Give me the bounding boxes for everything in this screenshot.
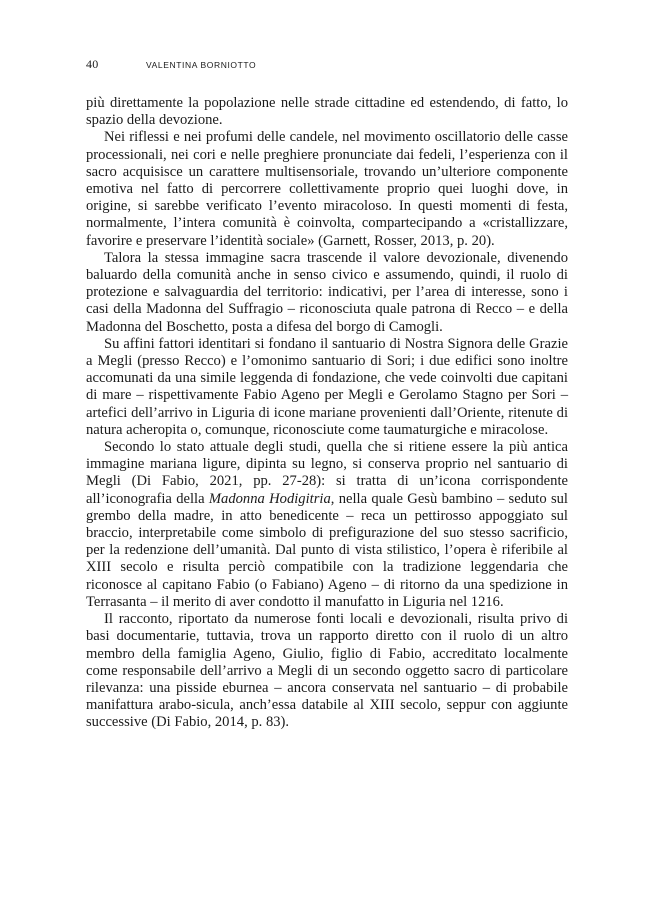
author-name: VALENTINA BORNIOTTO [146,60,257,70]
paragraph-3: Talora la stessa immagine sacra trascende il valore devozionale, divenendo baluardo della comunità anche in senso civico e assumendo, quindi, il ruolo di protezione e salvaguardia del territorio: indicativi, per l’area di interesse, sono i casi della Madonna del Suffragio – riconosciuta quale patrona di Recco – e della Madonna del Boschetto, posta a difesa del borgo di Camogli. [86,249,568,335]
italic-title: Madonna Hodigitria [208,490,331,507]
paragraph-5-text-after: , nella quale Gesù bambino – seduto sul grembo della madre, in atto benedicente – reca un pettirosso appoggiato sul braccio, interpretabile come simbolo di prefigurazione del suo stesso sacrificio, per la redenzione dell’umanità. Dal punto di vista stilistico, l’opera è riferibile al XIII secolo e risulta perciò compatibile con la tradizione leggendaria che riconosce al capitano Fabio (o Fabiano) Ageno – di ritorno da una spedizione in Terrasanta – il merito di aver condotto il manufatto in Liguria nel 1216. [86,490,568,610]
paragraph-4: Su affini fattori identitari si fondano il santuario di Nostra Signora delle Grazie a Megli (presso Recco) e l’omonimo santuario di Sori; i due edifici sono inoltre accomunati da una simile leggenda di fondazione, che vede coinvolti due capitani di mare – rispettivamente Fabio Ageno per Megli e Gerolamo Stagno per Sori – artefici dell’arrivo in Liguria di icone mariane provenienti dall’Oriente, ritenute di natura acheropita o, comunque, riconosciute come taumaturgiche e miracolose. [86,335,568,438]
paragraph-5-text-before: Secondo lo stato attuale degli studi, quella che si ritiene essere la più antica immagine mariana ligure, dipinta su legno, si conserva proprio nel santuario di Megli (Di Fabio, 2021, pp. 27-28): si tratta di un’icona corrispondente all’iconografia della [86,439,568,507]
paragraph-6: Il racconto, riportato da numerose fonti locali e devozionali, risulta privo di basi documentarie, tuttavia, trova un rapporto diretto con il ruolo di un altro membro della famiglia Ageno, Giulio, figlio di Fabio, accreditato localmente come responsabile dell’arrivo a Megli di un secondo oggetto sacro di particolare rilevanza: una pisside eburnea – ancora conservata nel santuario – di probabile manifattura arabo-sicula, anch’essa databile al XIII secolo, seppur con aggiunte successive (Di Fabio, 2014, p. 83). [86,611,568,731]
page-number: 40 [86,57,99,71]
paragraph-2: Nei riflessi e nei profumi delle candele, nel movimento oscillatorio delle casse processionali, nei cori e nelle preghiere pronunciate dai fedeli, l’esperienza con il sacro acquisisce un carattere multisensoriale, trovando un’ulteriore componente emotiva nel fatto di percorrere collettivamente proprio quei luoghi dove, in origine, si sarebbe verificato l’evento miracoloso. In questi momenti di festa, normalmente, l’intera comunità è coinvolta, compartecipando a «cristallizzare, favorire e preservare l’identità sociale» (Garnett, Rosser, 2013, p. 20). [86,129,568,249]
body-text [86,95,568,732]
running-header [86,57,256,72]
paragraph-5 [86,439,568,611]
paragraph-1: più direttamente la popolazione nelle strade cittadine ed estendendo, di fatto, lo spazio della devozione. [86,95,568,129]
